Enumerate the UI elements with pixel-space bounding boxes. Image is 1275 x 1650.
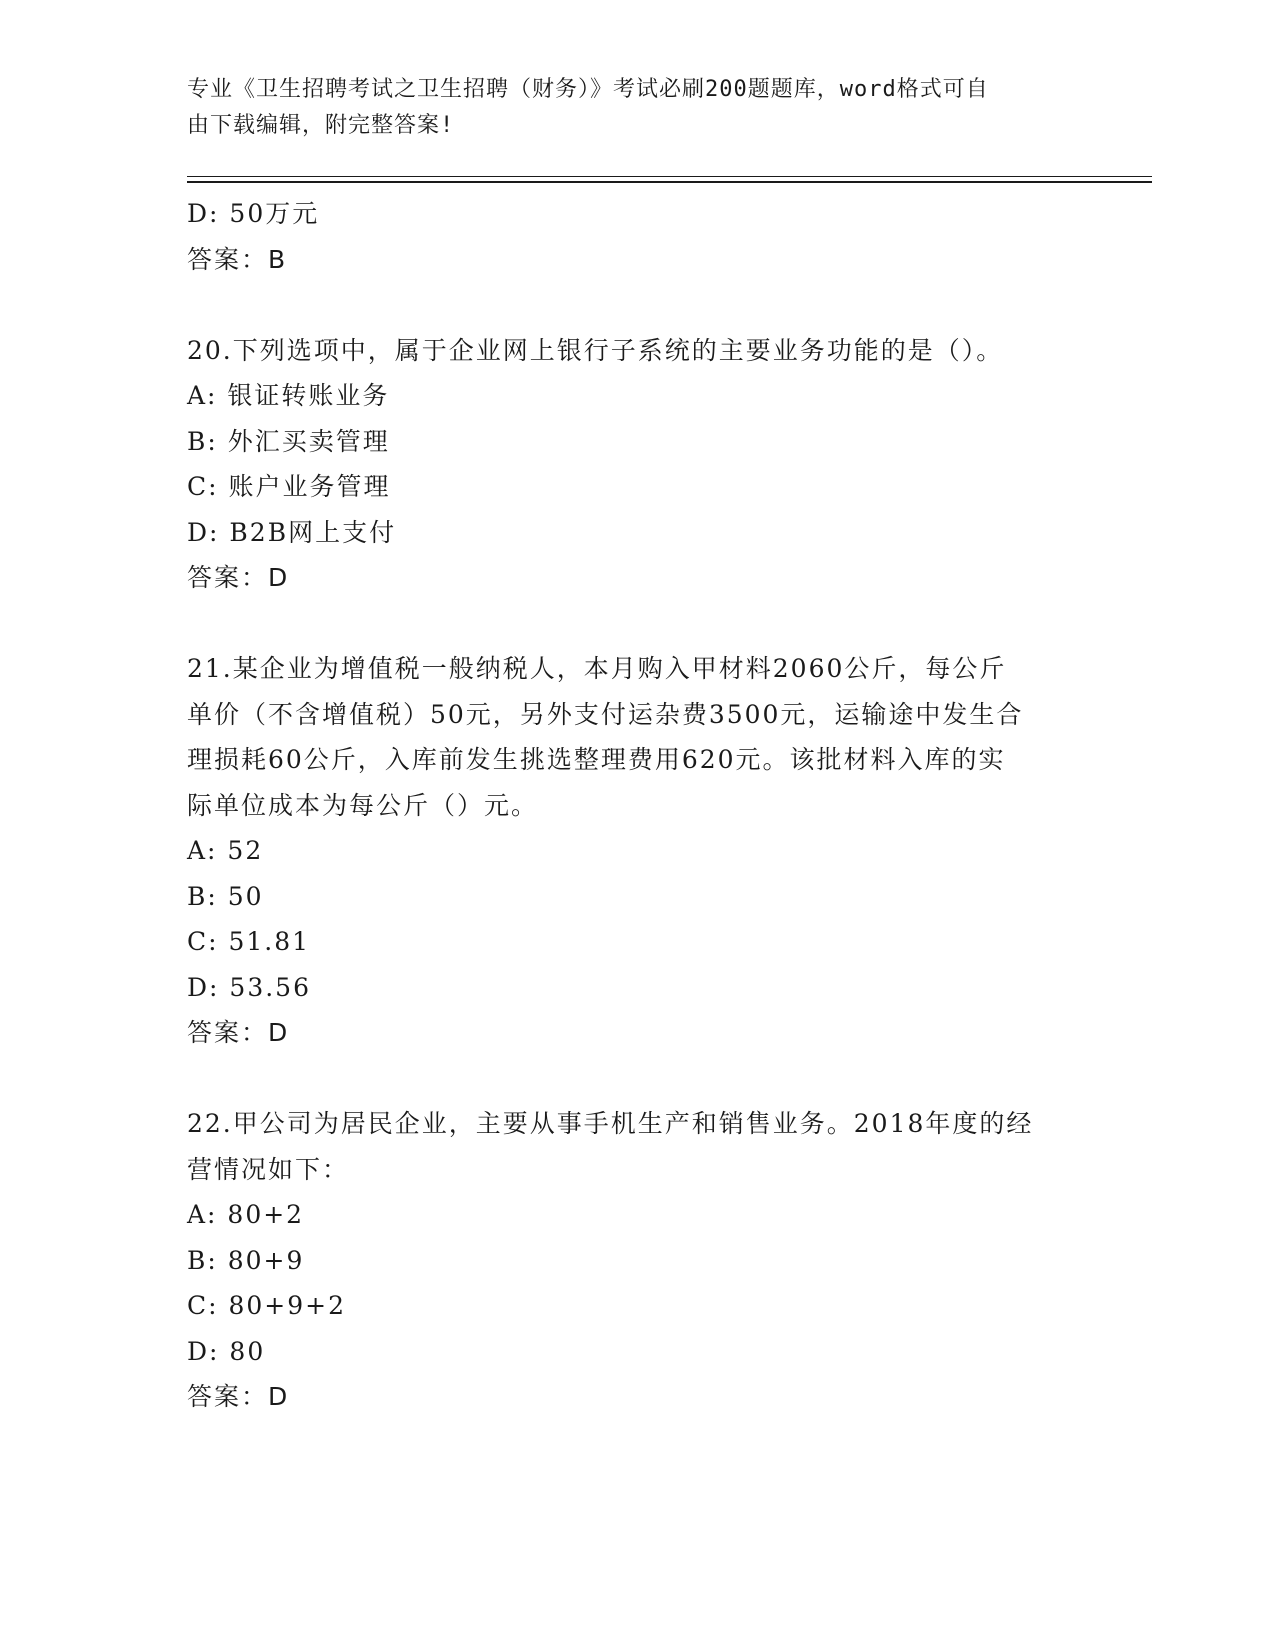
option-b: B: 80+9 [187,1245,305,1275]
question-22 [187,1101,1087,1420]
option-d: D: B2B网上支付 [187,517,397,547]
question-stem-line: 理损耗60公斤，入库前发生挑选整理费用620元。该批材料入库的实 [187,745,1006,774]
question-stem [187,646,1067,828]
answer-label: 答案：D [187,1018,290,1047]
question-list [187,191,1087,1420]
option-a: A: 52 [187,836,264,865]
option-d: D: 53.56 [187,972,311,1002]
spacer [187,1056,1087,1102]
answer-label: 答案：D [187,1382,290,1411]
option-c: C: 账户业务管理 [187,472,391,501]
question-20 [187,328,1087,601]
answer-label: 答案：D [187,563,290,592]
question-stem-line: 21.某企业为增值税一般纳税人，本月购入甲材料2060公斤，每公斤 [187,654,1007,683]
question-stem-line: 单价（不含增值税）50元，另外支付运杂费3500元，运输途中发生合 [187,699,1024,729]
option-a: A: 80+2 [187,1200,305,1229]
option-c: C: 80+9+2 [187,1291,347,1320]
option-a: A: 银证转账业务 [187,381,390,410]
question-stem [187,328,1067,374]
option-b: B: 外汇买卖管理 [187,426,390,456]
spacer [187,601,1087,647]
option-c: C: 51.81 [187,927,311,956]
header-title-line-2: 由下载编辑，附完整答案! [187,113,455,138]
question-stem-line: 20.下列选项中，属于企业网上银行子系统的主要业务功能的是（）。 [187,335,1004,365]
question-stem-line: 22.甲公司为居民企业，主要从事手机生产和销售业务。2018年度的经 [187,1109,1034,1138]
header-divider-thick [187,181,1152,183]
question-stem-line: 际单位成本为每公斤（）元。 [187,790,539,820]
header-divider-thin [187,176,1152,177]
header-title-line-1: 专业《卫生招聘考试之卫生招聘（财务）》考试必刷200题题库，word格式可自 [187,77,989,102]
option-d: D: 50万元 [187,199,320,228]
spacer [187,282,1087,328]
question-stem [187,1101,1067,1192]
question-19-tail [187,191,1087,282]
option-d: D: 80 [187,1336,266,1366]
option-b: B: 50 [187,881,264,911]
page-header [187,72,1067,144]
answer-label: 答案：B [187,244,288,274]
question-stem-line: 营情况如下： [187,1154,350,1184]
question-21 [187,646,1087,1056]
